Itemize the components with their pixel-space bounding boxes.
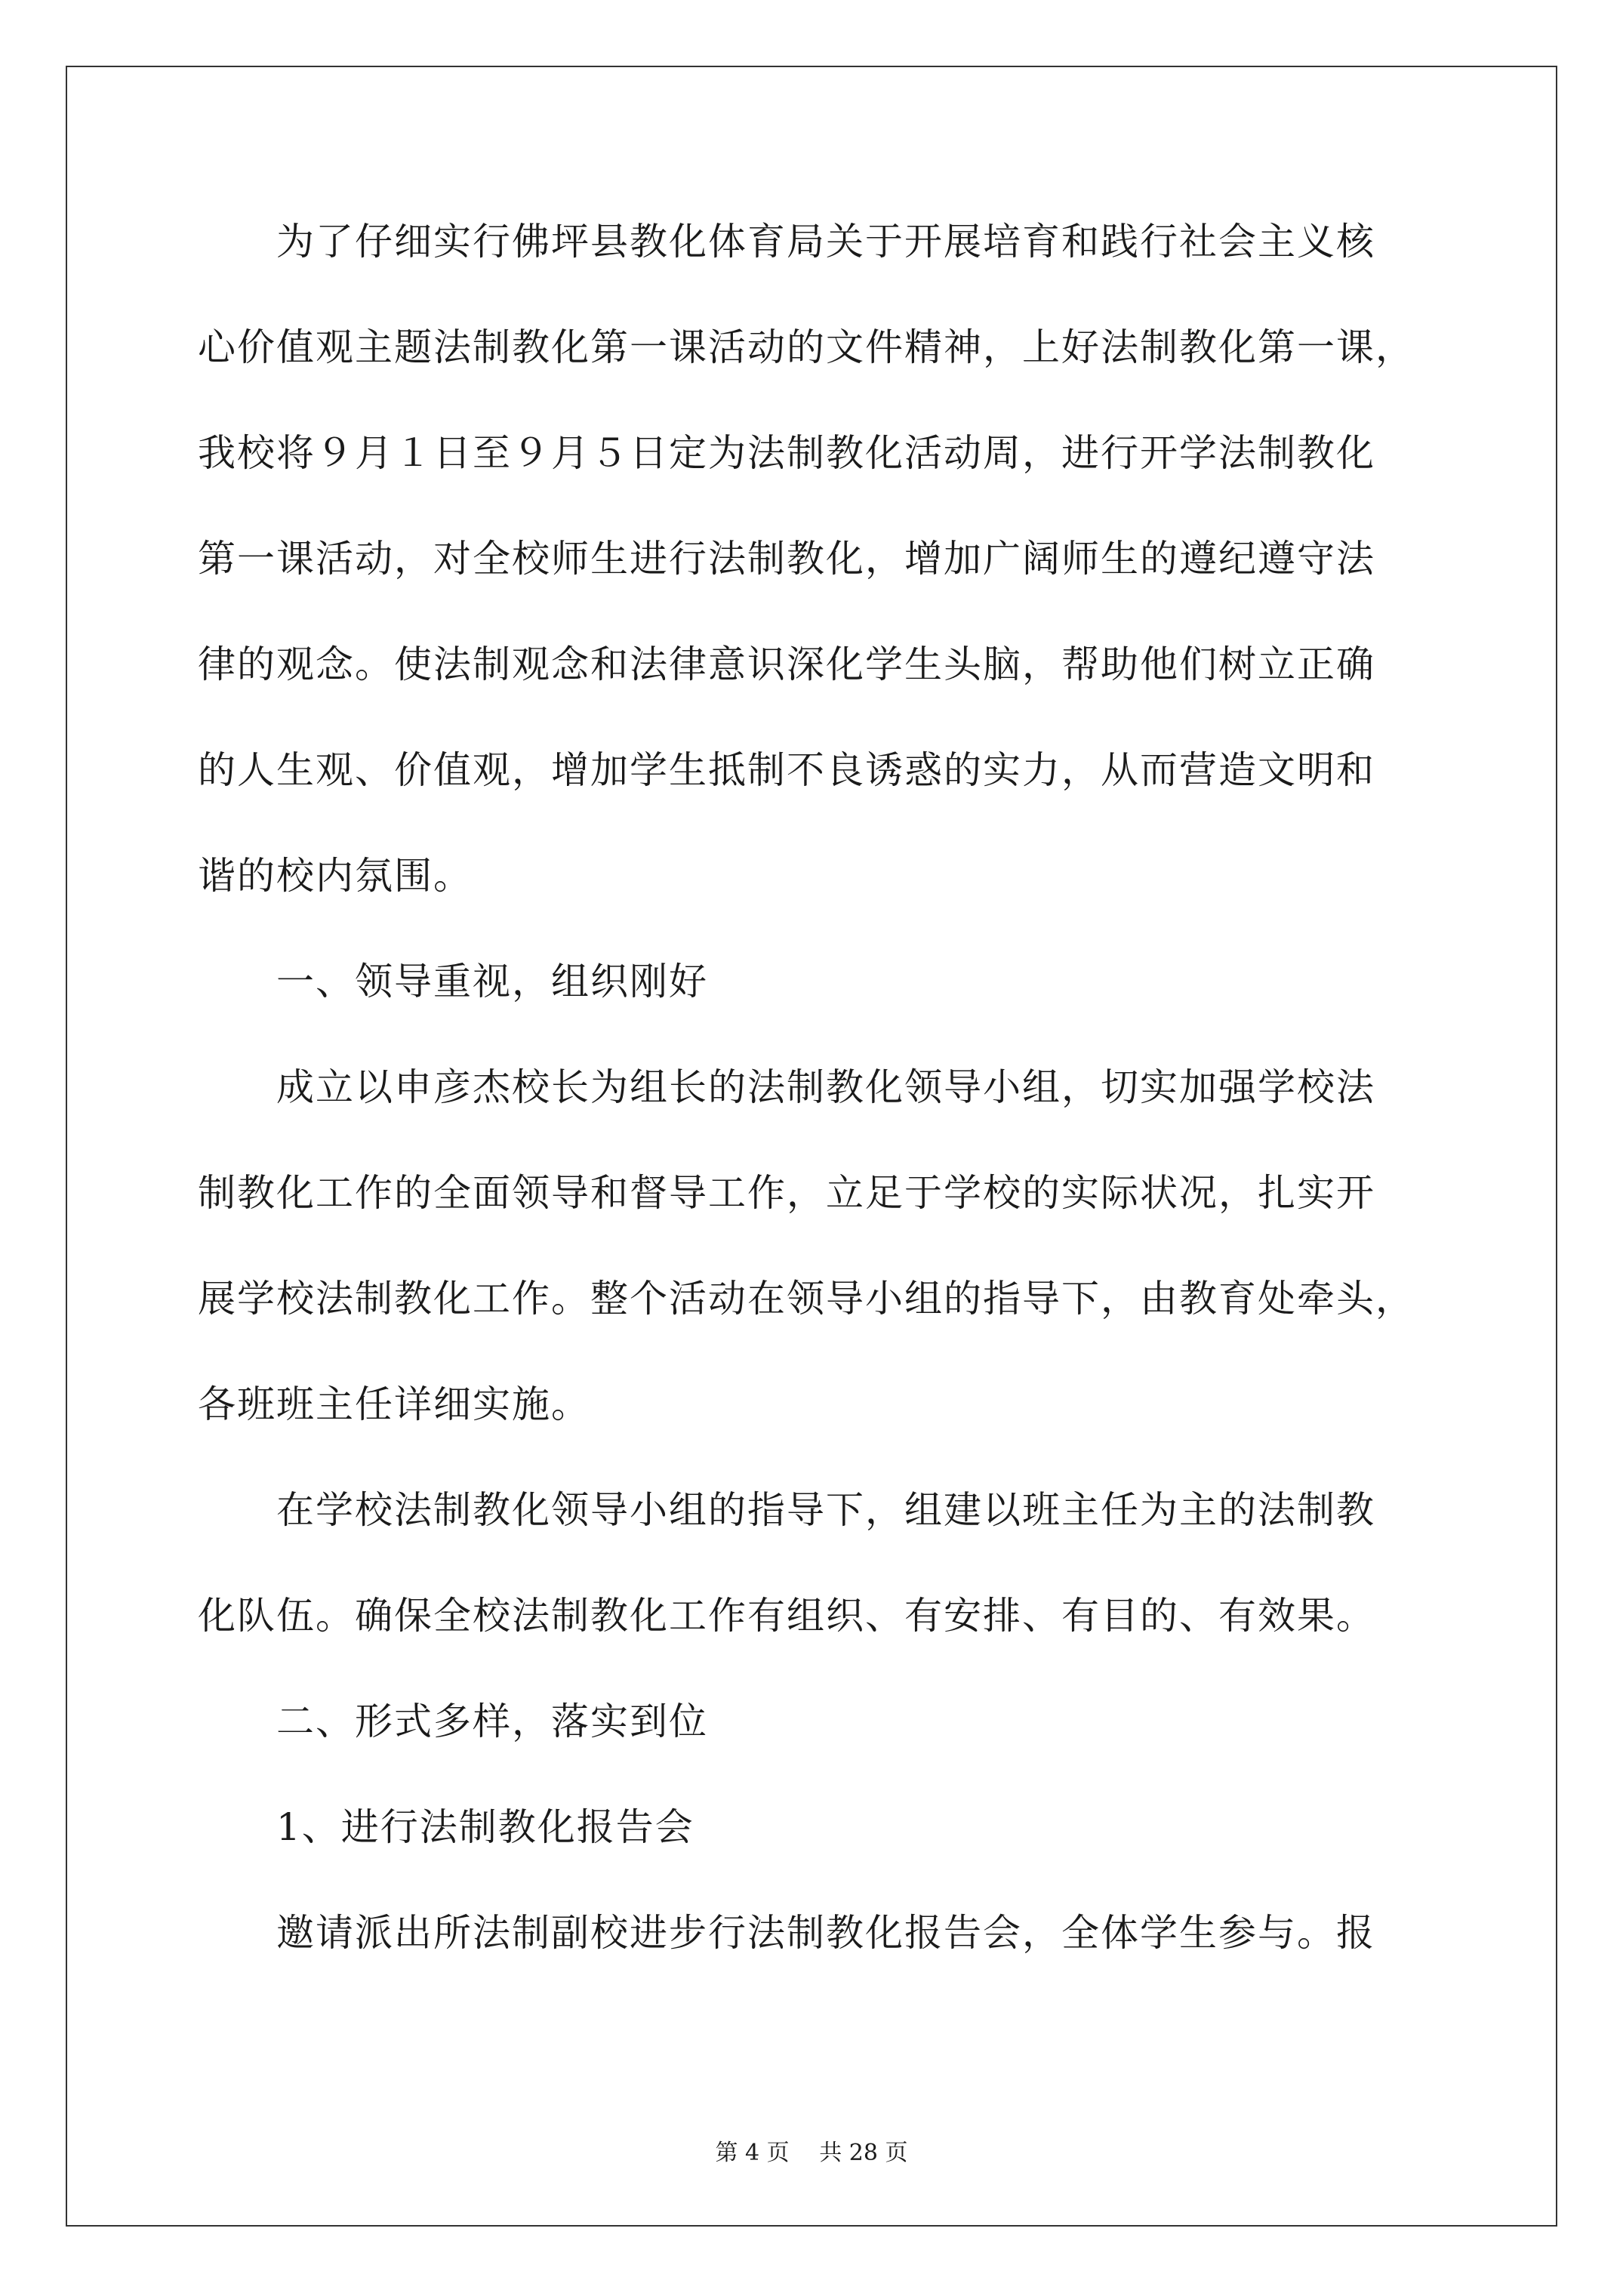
- section-heading: 一、领导重视，组织刚好: [198, 960, 708, 1003]
- body-line: 的人生观、价值观，增加学生抵制不良诱惑的实力，从而营造文明和: [198, 748, 1375, 792]
- body-line: 心价值观主题法制教化第一课活动的文件精神，上好法制教化第一课，: [198, 325, 1415, 369]
- body-line: 展学校法制教化工作。整个活动在领导小组的指导下，由教育处牵头，: [198, 1277, 1415, 1321]
- section-heading: 二、形式多样，落实到位: [198, 1700, 708, 1743]
- body-line: 成立以申彦杰校长为组长的法制教化领导小组，切实加强学校法: [198, 1065, 1375, 1109]
- subsection-heading: 1、进行法制教化报告会: [198, 1805, 694, 1849]
- body-line: 我校将９月１日至９月５日定为法制教化活动周，进行开学法制教化: [198, 431, 1375, 475]
- body-line: 为了仔细实行佛坪县教化体育局关于开展培育和践行社会主义核: [198, 220, 1375, 264]
- body-line: 邀请派出所法制副校进步行法制教化报告会，全体学生参与。报: [198, 1911, 1375, 1955]
- body-line: 在学校法制教化领导小组的指导下，组建以班主任为主的法制教: [198, 1488, 1375, 1532]
- page-border: [66, 66, 1557, 2227]
- body-line: 各班班主任详细实施。: [198, 1382, 590, 1426]
- page-number-footer: 第 4 页 共 28 页: [715, 2140, 908, 2166]
- body-line: 第一课活动，对全校师生进行法制教化，增加广阔师生的遵纪遵守法: [198, 537, 1375, 581]
- body-line: 律的观念。使法制观念和法律意识深化学生头脑，帮助他们树立正确: [198, 643, 1375, 686]
- body-line: 制教化工作的全面领导和督导工作，立足于学校的实际状况，扎实开: [198, 1171, 1375, 1215]
- body-line: 化队伍。确保全校法制教化工作有组织、有安排、有目的、有效果。: [198, 1594, 1375, 1638]
- body-line: 谐的校内氛围。: [198, 854, 473, 898]
